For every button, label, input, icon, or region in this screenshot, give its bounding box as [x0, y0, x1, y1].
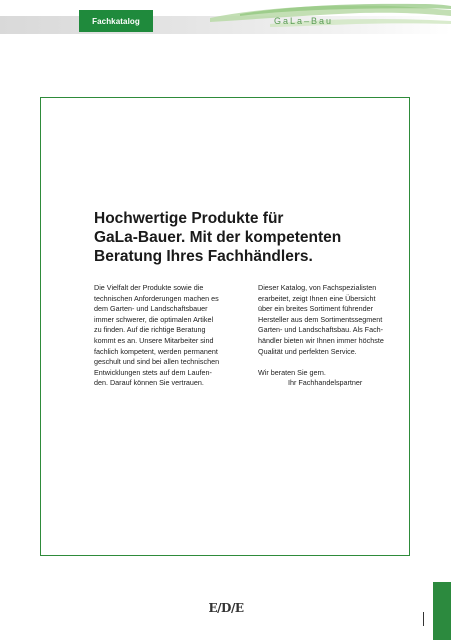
body-line: den. Darauf können Sie vertrauen. [94, 378, 204, 388]
body-line: Qualität und perfekten Service. [258, 346, 357, 356]
page-number-mark [423, 612, 424, 626]
category-label: GaLa–Bau [274, 16, 334, 26]
right-text-column [258, 283, 398, 389]
body-line: zu finden. Auf die richtige Beratung [94, 325, 206, 335]
paragraph-gap [258, 357, 398, 368]
body-line: erarbeitet, zeigt Ihnen eine Übersicht [258, 293, 376, 303]
green-corner-bar [433, 582, 451, 640]
body-line: geschult und sind bei allen technischen [94, 357, 220, 367]
headline-line: GaLa-Bauer. Mit der kompetenten [94, 229, 342, 246]
signature-line: Ihr Fachhandelspartner [288, 378, 363, 388]
body-line: kommt es an. Unsere Mitarbeiter sind [94, 335, 214, 345]
body-line: händler bieten wir Ihnen immer höchste [258, 335, 384, 345]
catalog-tab-label: Fachkatalog [92, 17, 140, 26]
body-line: über ein breites Sortiment führender [258, 304, 374, 314]
headline [94, 209, 394, 266]
ede-logo: E/D/E [208, 601, 244, 615]
headline-line: Beratung Ihres Fachhändlers. [94, 248, 313, 265]
body-line: dem Garten- und Landschaftsbauer [94, 304, 208, 314]
body-line: Garten- und Landschaftsbau. Als Fach- [258, 325, 384, 335]
greeting-line: Wir beraten Sie gern. [258, 367, 326, 377]
body-line: Entwicklungen stets auf dem Laufen- [94, 367, 212, 377]
body-line: technischen Anforderungen machen es [94, 293, 219, 303]
left-text-column [94, 283, 234, 389]
body-line: Hersteller aus dem Sortimentssegment [258, 314, 383, 324]
body-line: Die Vielfalt der Produkte sowie die [94, 283, 204, 292]
catalog-tab [79, 10, 153, 32]
body-line: fachlich kompetent, werden permanent [94, 346, 218, 356]
headline-line: Hochwertige Produkte für [94, 210, 284, 227]
body-line: Dieser Katalog, von Fachspezialisten [258, 283, 377, 292]
body-line: immer schwerer, die optimalen Artikel [94, 314, 214, 324]
